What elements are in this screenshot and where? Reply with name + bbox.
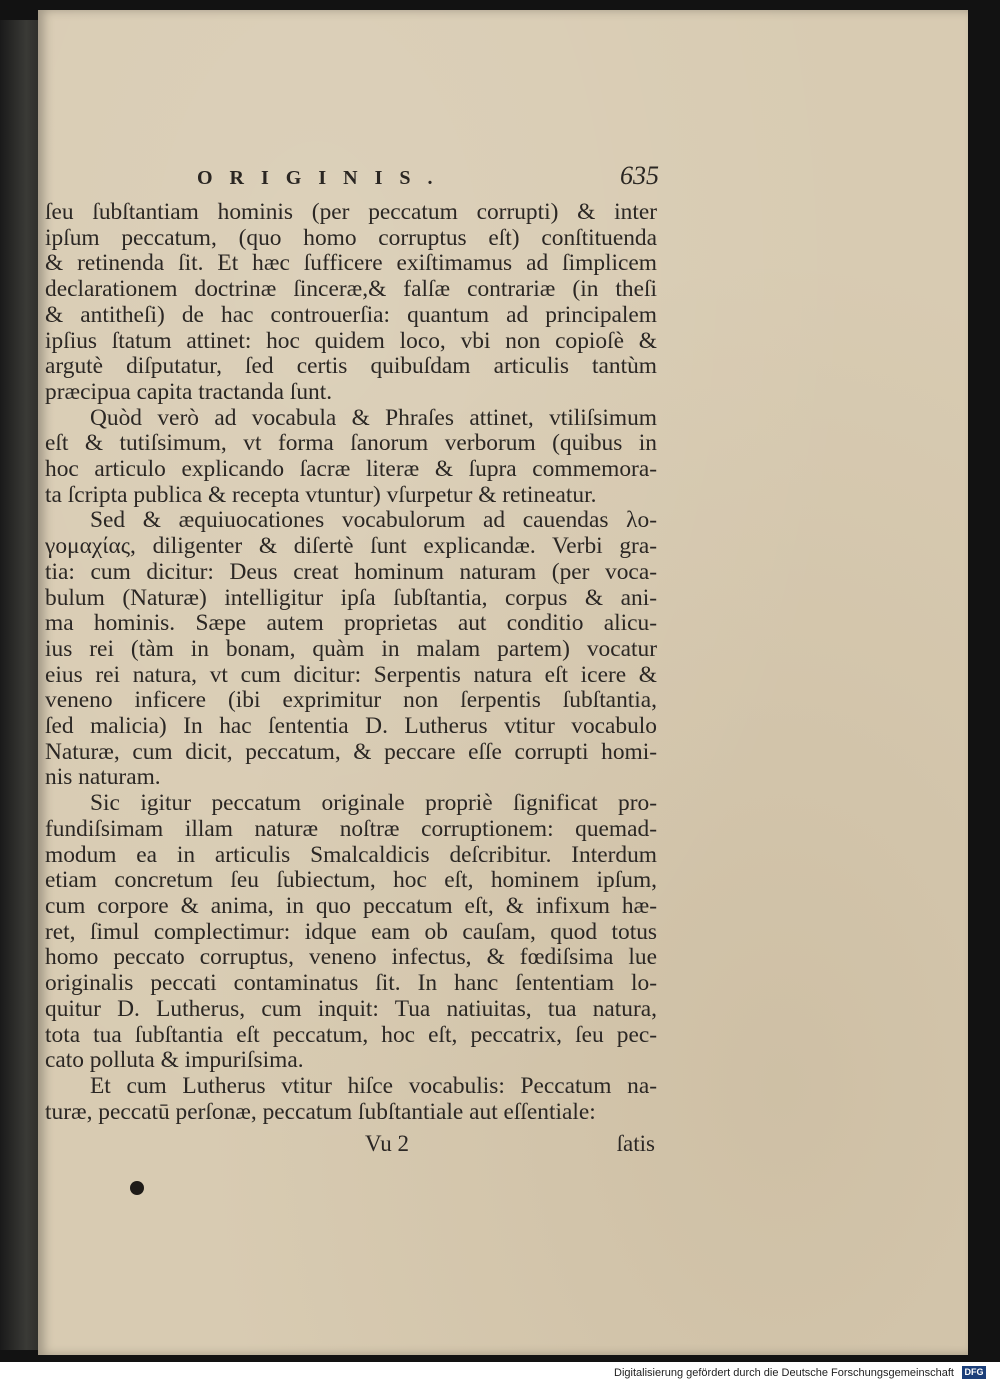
ink-spot <box>130 1181 144 1195</box>
text-line: eius rei natura, vt cum dicitur: Serpentis natura eſt icere & <box>45 662 657 688</box>
text-line: cum corpore & anima, in quo peccatum eſt, & infixum hæ- <box>45 893 657 919</box>
text-line: fundiſsimam illam naturæ noſtræ corruptionem: quemad- <box>45 816 657 842</box>
text-line: tia: cum dicitur: Deus creat hominum naturam (per voca- <box>45 559 657 585</box>
text-line: Sed & æquiuocationes vocabulorum ad cauendas λο- <box>90 508 657 534</box>
text-line: ſed malicia) In hac ſententia D. Lutherus vtitur vocabulo <box>45 714 657 740</box>
text-line: homo peccato corruptus, veneno infectus, & fœdiſsima lue <box>45 945 657 971</box>
text-line: bulum (Naturæ) intelligitur ipſa ſubſtantia, corpus & ani- <box>45 585 657 611</box>
text-line: tota tua ſubſtantia eſt peccatum, hoc eſt, peccatrix, ſeu pec- <box>45 1022 657 1048</box>
text-line: nis naturam. <box>45 765 161 791</box>
text-line: ta ſcripta publica & recepta vtuntur) vſurpetur & retineatur. <box>45 482 597 508</box>
text-line: Sic igitur peccatum originale propriè ſignificat pro- <box>90 791 657 817</box>
text-line: ipſius ſtatum attinet: hoc quidem loco, vbi non copioſè & <box>45 328 657 354</box>
dfg-logo-icon: DFG <box>962 1366 986 1379</box>
text-line: veneno inficere (ibi exprimitur non ſerpentis ſubſtantia, <box>45 688 657 714</box>
text-line: cato polluta & impuriſsima. <box>45 1048 304 1074</box>
text-line: hoc articulo explicando ſacræ literæ & ſupra commemora- <box>45 457 657 483</box>
text-line: ius rei (tàm in bonam, quàm in malam partem) vocatur <box>45 636 657 662</box>
text-line: ipſum peccatum, (quo homo corruptus eſt) conſtituenda <box>45 225 657 251</box>
text-line: turæ, peccatū perſonæ, peccatum ſubſtantiale aut eſſentiale: <box>45 1099 596 1125</box>
text-line: declarationem doctrinæ ſinceræ,& falſæ contrariæ (in theſi <box>45 277 657 303</box>
signature-mark: Vu 2 <box>365 1131 409 1156</box>
text-line: originalis peccati contaminatus ſit. In hanc ſententiam lo- <box>45 971 657 997</box>
text-line: Et cum Lutherus vtitur hiſce vocabulis: Peccatum na- <box>90 1073 657 1099</box>
text-line: quitur D. Lutherus, cum inquit: Tua natiuitas, tua natura, <box>45 996 657 1022</box>
text-line: & retinenda ſit. Et hæc ſufficere exiſtimamus ad ſimplicem <box>45 251 657 277</box>
page-header <box>197 161 667 197</box>
page-number: 635 <box>620 161 659 190</box>
text-line: & antitheſi) de hac controuerſia: quantum ad principalem <box>45 302 657 328</box>
credit-line: Digitalisierung gefördert durch die Deutsche Forschungsgemeinschaft <box>614 1367 954 1379</box>
running-title: ORIGINIS. <box>197 167 450 189</box>
catchword: ſatis <box>616 1131 655 1156</box>
text-line: ma hominis. Sæpe autem proprietas aut conditio alicu- <box>45 611 657 637</box>
page-footer <box>45 1131 657 1161</box>
text-line: ſeu ſubſtantiam hominis (per peccatum corrupti) & inter <box>45 200 657 225</box>
text-line: Quòd verò ad vocabula & Phraſes attinet, vtiliſsimum <box>90 405 657 431</box>
text-line: argutè diſputatur, ſed certis quibuſdam articulis tantùm <box>45 354 657 380</box>
text-line: Naturæ, cum dicit, peccatum, & peccare eſſe corrupti homi- <box>45 739 657 765</box>
text-line: ret, ſimul complectimur: idque eam ob cauſam, quod totus <box>45 919 657 945</box>
text-line: modum ea in articulis Smalcaldicis deſcribitur. Interdum <box>45 842 657 868</box>
main-text-block <box>45 200 657 1125</box>
text-line: γομαχίας, diligenter & diſertè ſunt explicandæ. Verbi gra- <box>45 534 657 560</box>
text-line: etiam concretum ſeu ſubiectum, hoc eſt, hominem ipſum, <box>45 868 657 894</box>
text-line: eſt & tutiſsimum, vt forma ſanorum verborum (quibus in <box>45 431 657 457</box>
text-line: præcipua capita tractanda ſunt. <box>45 379 333 405</box>
